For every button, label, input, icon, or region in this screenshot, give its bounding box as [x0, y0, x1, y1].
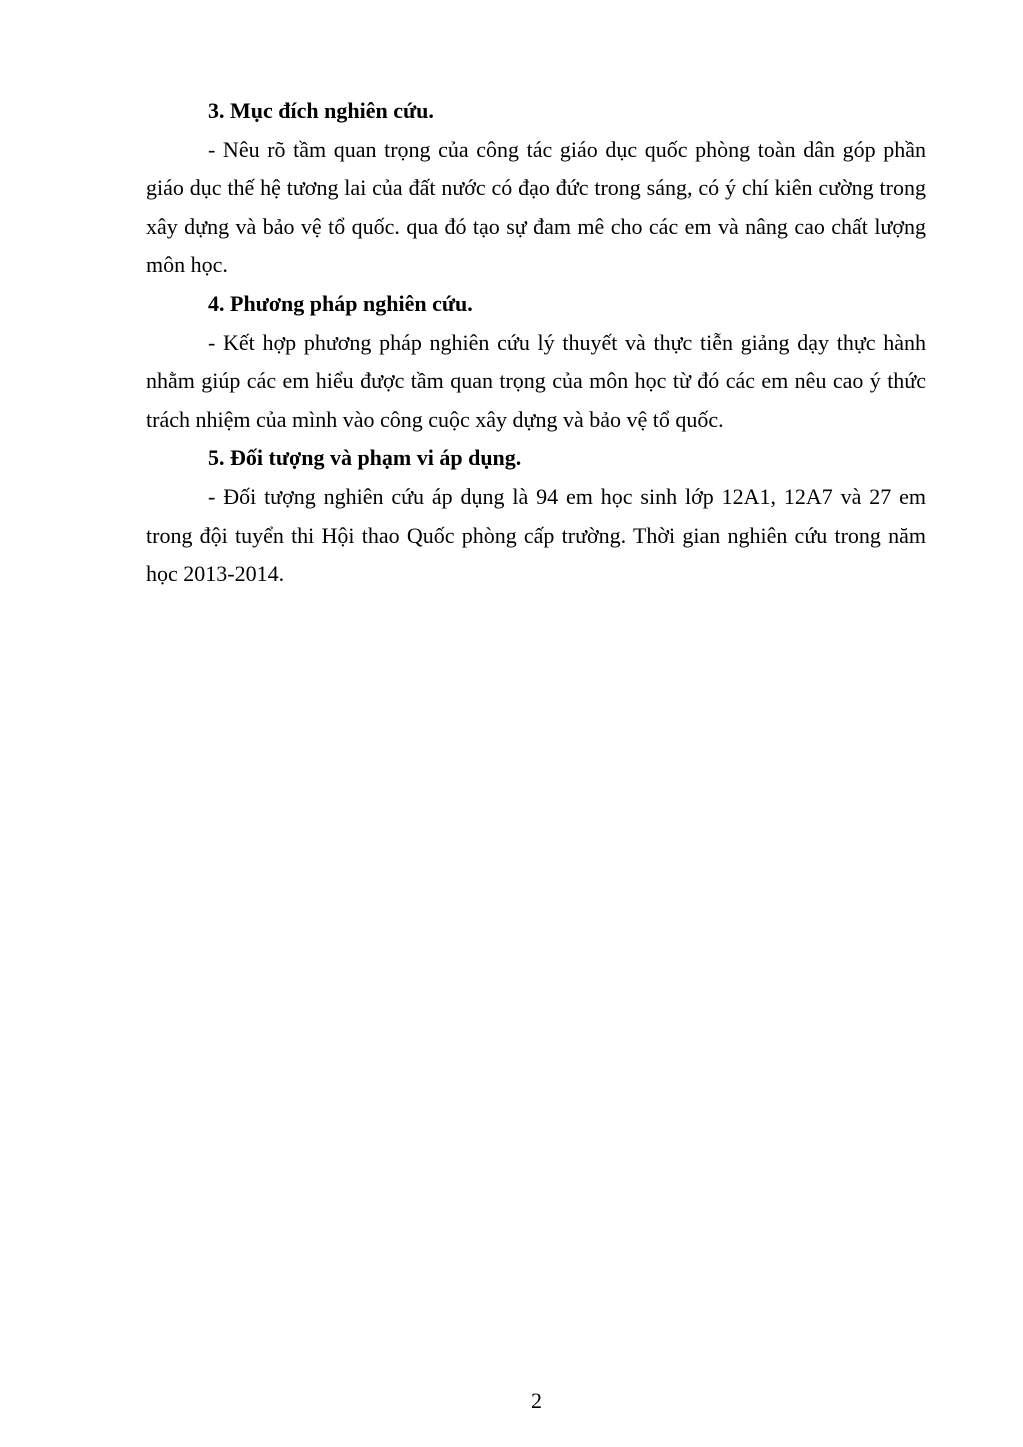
section-body: - Đối tượng nghiên cứu áp dụng là 94 em học sinh lớp 12A1, 12A7 và 27 em trong đội tuyển thi Hội thao Quốc phòng cấp trường. Thời gian nghiên cứu trong năm học 2013-2014.	[146, 483, 926, 587]
section-heading: 3. Mục đích nghiên cứu.	[208, 98, 434, 123]
section-research-purpose	[146, 92, 926, 285]
section-scope	[146, 439, 926, 593]
section-body: - Kết hợp phương pháp nghiên cứu lý thuyết và thực tiễn giảng dạy thực hành nhằm giúp các em hiểu được tầm quan trọng của môn học từ đó các em nêu cao ý thức trách nhiệm của mình vào công cuộc xây dựng và bảo vệ tổ quốc.	[146, 329, 926, 432]
section-heading: 5. Đối tượng và phạm vi áp dụng.	[208, 445, 522, 471]
section-research-method	[146, 285, 926, 439]
section-body: - Nêu rõ tầm quan trọng của công tác giáo dục quốc phòng toàn dân góp phần giáo dục thế hệ tương lai của đất nước có đạo đức trong sáng, có ý chí kiên cường trong xây dựng và bảo vệ tổ quốc. qua đó tạo sự đam mê cho các em và nâng cao chất lượng môn học.	[146, 136, 926, 278]
page-number: 2	[531, 1388, 542, 1413]
section-heading: 4. Phương pháp nghiên cứu.	[208, 290, 473, 316]
document-page	[146, 92, 926, 594]
